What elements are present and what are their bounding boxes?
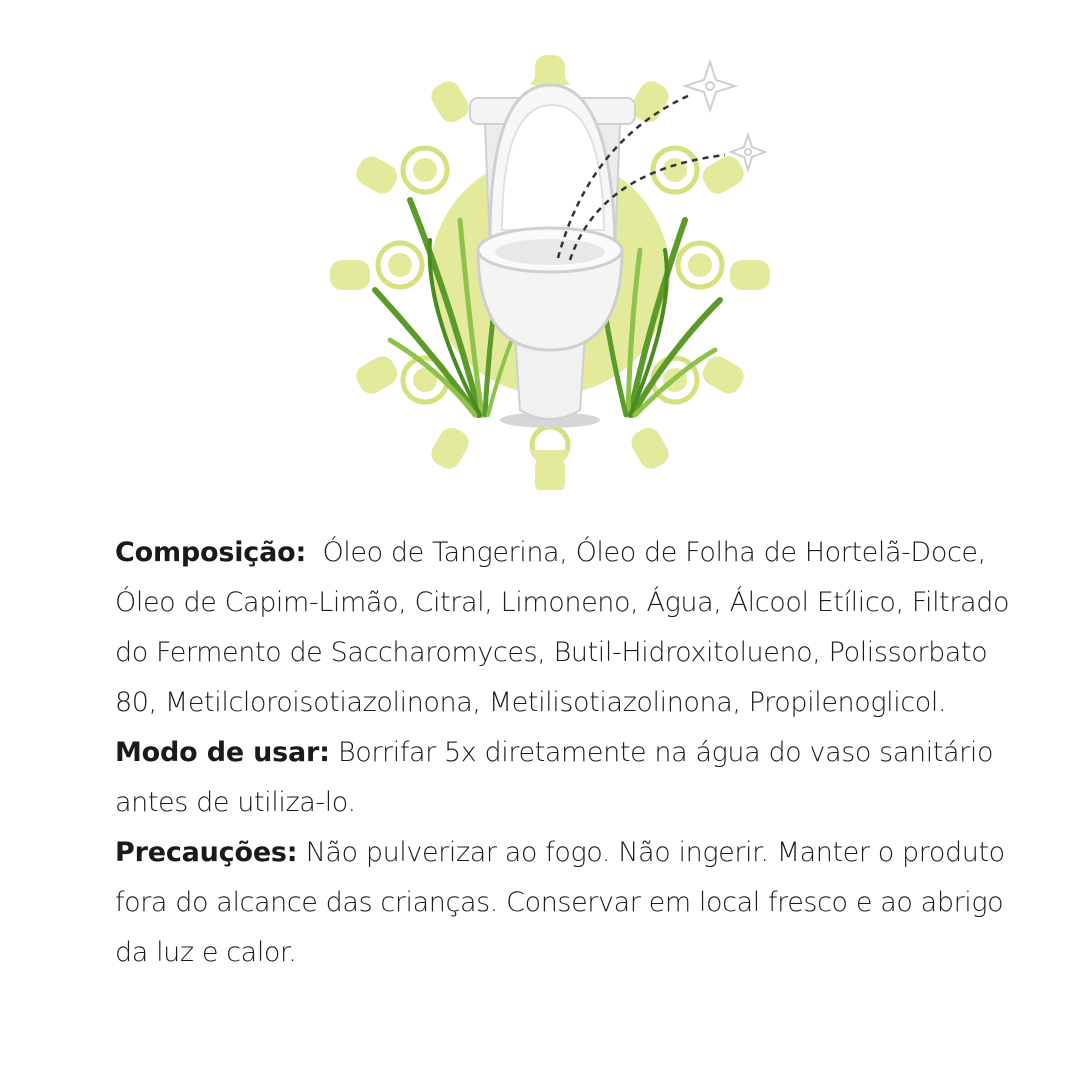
usage-label: Modo de usar: bbox=[115, 737, 330, 768]
toilet-with-lemongrass-illustration bbox=[330, 50, 770, 490]
product-info-text bbox=[115, 528, 1015, 978]
composition-and-usage-paragraph bbox=[115, 528, 1015, 828]
sparkle-flower-icon bbox=[685, 62, 735, 110]
composition-text: Óleo de Tangerina, Óleo de Folha de Hortelã-Doce, Óleo de Capim-Limão, Citral, Limoneno, Água, Álcool Etílico, Filtrado do Fermento de Saccharomyces, Butil-Hidroxitolueno, Polissorbato 80, Metilcloroisotiazolinona, Metilisotiazolinona, Propilenoglicol. bbox=[115, 537, 1010, 718]
usage-text: Borrifar 5x diretamente na água do vaso sanitário antes de utiliza-lo. bbox=[115, 737, 994, 818]
composition-label: Composição: bbox=[115, 537, 307, 568]
precautions-paragraph bbox=[115, 828, 1015, 978]
precautions-label: Precauções: bbox=[115, 837, 298, 868]
precautions-text: Não pulverizar ao fogo. Não ingerir. Manter o produto fora do alcance das crianças. Conservar em local fresco e ao abrigo da luz e calor. bbox=[115, 837, 1005, 968]
